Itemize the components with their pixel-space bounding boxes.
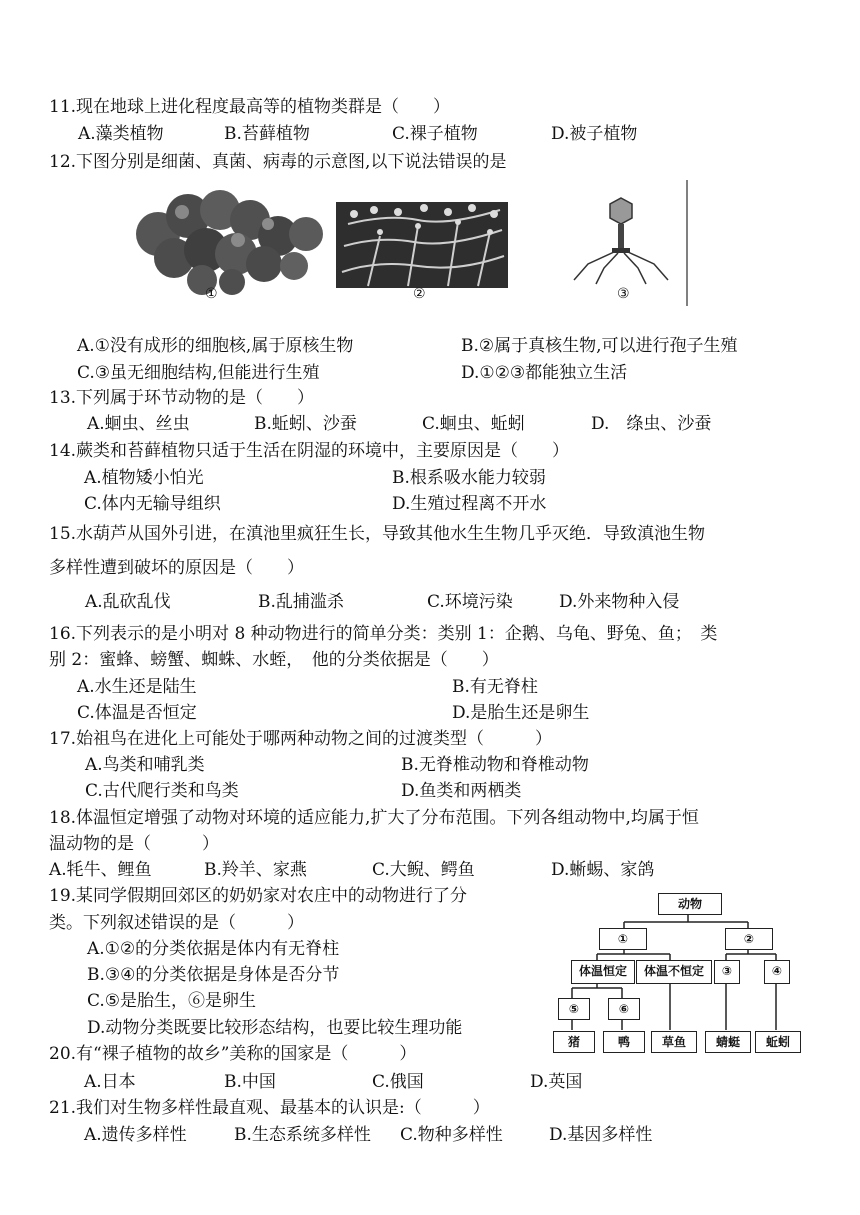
q13-stem: 13.下列属于环节动物的是（ ） bbox=[49, 388, 315, 408]
q14-option-a: A.植物矮小怕光 bbox=[84, 468, 204, 488]
q14-option-d: D.生殖过程离不开水 bbox=[392, 494, 547, 514]
q16-option-b: B.有无脊柱 bbox=[452, 677, 538, 697]
node-animal: 动物 bbox=[658, 893, 722, 915]
q16-stem-line1: 16.下列表示的是小明对 8 种动物进行的简单分类：类别 1：企鹅、乌龟、野兔、鱼； 类 bbox=[49, 624, 718, 644]
q11-option-d: D.被子植物 bbox=[551, 124, 638, 144]
q14-option-c: C.体内无输导组织 bbox=[84, 494, 221, 514]
q14-stem: 14.蕨类和苔藓植物只适于生活在阴湿的环境中，主要原因是（ ） bbox=[49, 441, 570, 461]
q21-option-c: C.物种多样性 bbox=[400, 1125, 503, 1145]
node-5: ⑤ bbox=[558, 998, 590, 1020]
leaf-grass-carp: 草鱼 bbox=[651, 1031, 697, 1053]
leaf-dragonfly: 蜻蜓 bbox=[705, 1031, 751, 1053]
leaf-duck: 鸭 bbox=[603, 1031, 645, 1053]
node-1: ① bbox=[599, 928, 647, 950]
figure-label-1: ① bbox=[205, 286, 218, 302]
leaf-earthworm: 蚯蚓 bbox=[755, 1031, 801, 1053]
node-4: ④ bbox=[764, 960, 790, 984]
q19-option-c: C.⑤是胎生，⑥是卵生 bbox=[87, 991, 257, 1011]
q19-option-b: B.③④的分类依据是身体是否分节 bbox=[87, 965, 340, 985]
q17-option-c: C.古代爬行类和鸟类 bbox=[85, 781, 239, 801]
q20-option-c: C.俄国 bbox=[372, 1072, 424, 1092]
q12-stem: 12.下图分别是细菌、真菌、病毒的示意图,以下说法错误的是 bbox=[49, 152, 507, 172]
q18-option-b: B.羚羊、家燕 bbox=[204, 860, 307, 880]
q18-option-c: C.大鲵、鳄鱼 bbox=[372, 860, 475, 880]
q17-option-d: D.鱼类和两栖类 bbox=[401, 781, 522, 801]
q19-stem-line2: 类。下列叙述错误的是（ ） bbox=[49, 913, 304, 933]
q13-option-b: B.蚯蚓、沙蚕 bbox=[254, 414, 357, 434]
q12-option-a: A.①没有成形的细胞核,属于原核生物 bbox=[77, 336, 354, 356]
q16-stem-line2: 别 2：蜜蜂、螃蟹、蜘蛛、水蛭， 他的分类依据是（ ） bbox=[49, 650, 499, 670]
q15-option-c: C.环境污染 bbox=[427, 592, 513, 612]
q11-option-a: A.藻类植物 bbox=[78, 124, 164, 144]
q12-option-d: D.①②③都能独立生活 bbox=[461, 363, 628, 383]
q15-option-d: D.外来物种入侵 bbox=[559, 592, 680, 612]
q21-option-d: D.基因多样性 bbox=[549, 1125, 653, 1145]
q18-stem-line2: 温动物的是（ ） bbox=[49, 834, 219, 854]
virus-image bbox=[574, 198, 668, 284]
q20-stem: 20.有“裸子植物的故乡”美称的国家是（ ） bbox=[49, 1044, 417, 1064]
q15-option-a: A.乱砍乱伐 bbox=[85, 592, 171, 612]
q20-option-d: D.英国 bbox=[530, 1072, 583, 1092]
node-cold-blooded: 体温不恒定 bbox=[636, 960, 712, 984]
q19-option-a: A.①②的分类依据是体内有无脊柱 bbox=[87, 939, 340, 959]
node-2: ② bbox=[725, 928, 773, 950]
bacteria-image bbox=[136, 190, 323, 295]
q14-option-b: B.根系吸水能力较弱 bbox=[392, 468, 546, 488]
q16-option-a: A.水生还是陆生 bbox=[77, 677, 197, 697]
q16-option-c: C.体温是否恒定 bbox=[77, 703, 197, 723]
q12-option-b: B.②属于真核生物,可以进行孢子生殖 bbox=[461, 336, 738, 356]
q19-stem-line1: 19.某同学假期回郊区的奶奶家对农庄中的动物进行了分 bbox=[49, 886, 468, 906]
microbe-figure bbox=[118, 176, 690, 310]
node-warm-blooded: 体温恒定 bbox=[571, 960, 635, 984]
q12-option-c: C.③虽无细胞结构,但能进行生殖 bbox=[77, 363, 320, 383]
q20-option-b: B.中国 bbox=[224, 1072, 276, 1092]
q20-option-a: A.日本 bbox=[84, 1072, 136, 1092]
node-3: ③ bbox=[714, 960, 740, 984]
q13-option-d: D. 绦虫、沙蚕 bbox=[591, 414, 712, 434]
leaf-pig: 猪 bbox=[553, 1031, 595, 1053]
q18-option-a: A.牦牛、鲤鱼 bbox=[49, 860, 152, 880]
fungus-image bbox=[336, 202, 508, 288]
q18-option-d: D.蜥蜴、家鸽 bbox=[551, 860, 655, 880]
q15-stem-line2: 多样性遭到破坏的原因是（ ） bbox=[49, 558, 304, 578]
q17-option-a: A.鸟类和哺乳类 bbox=[85, 755, 205, 775]
q11-option-c: C.裸子植物 bbox=[392, 124, 478, 144]
q16-option-d: D.是胎生还是卵生 bbox=[452, 703, 590, 723]
q15-option-b: B.乱捕滥杀 bbox=[258, 592, 344, 612]
q15-stem-line1: 15.水葫芦从国外引进，在滇池里疯狂生长，导致其他水生生物几乎灭绝．导致滇池生物 bbox=[49, 524, 706, 544]
q11-stem: 11.现在地球上进化程度最高等的植物类群是（ ） bbox=[49, 97, 451, 117]
figure-label-3: ③ bbox=[617, 286, 630, 302]
q18-stem-line1: 18.体温恒定增强了动物对环境的适应能力,扩大了分布范围。下列各组动物中,均属于恒 bbox=[49, 808, 699, 828]
q13-option-c: C.蛔虫、蚯蚓 bbox=[422, 414, 525, 434]
q17-stem: 17.始祖鸟在进化上可能处于哪两种动物之间的过渡类型（ ） bbox=[49, 729, 553, 749]
q21-option-a: A.遗传多样性 bbox=[84, 1125, 187, 1145]
q11-option-b: B.苔藓植物 bbox=[224, 124, 310, 144]
figure-label-2: ② bbox=[413, 286, 426, 302]
q13-option-a: A.蛔虫、丝虫 bbox=[87, 414, 190, 434]
q21-stem: 21.我们对生物多样性最直观、最基本的认识是:（ ） bbox=[49, 1098, 490, 1118]
node-6: ⑥ bbox=[608, 998, 640, 1020]
q19-option-d: D.动物分类既要比较形态结构，也要比较生理功能 bbox=[87, 1018, 463, 1038]
q17-option-b: B.无脊椎动物和脊椎动物 bbox=[401, 755, 589, 775]
q21-option-b: B.生态系统多样性 bbox=[234, 1125, 371, 1145]
